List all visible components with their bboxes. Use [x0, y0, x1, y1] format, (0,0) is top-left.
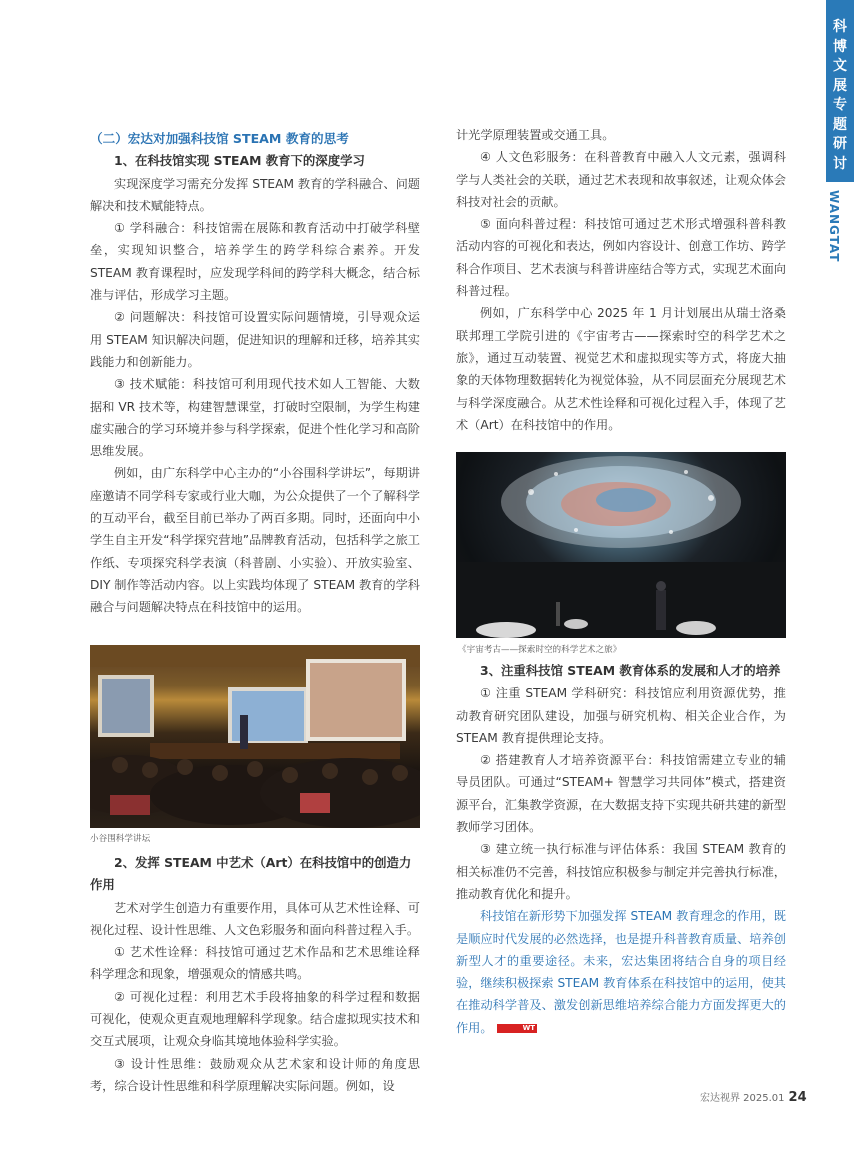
- tab-char: 题: [833, 116, 847, 133]
- paragraph: 艺术对学生创造力有重要作用，具体可从艺术性诠释、可视化过程、设计性思维、人文色彩服务和面向科普过程入手。: [90, 900, 420, 937]
- tab-char: 科: [833, 19, 847, 35]
- brand-label: [825, 190, 841, 263]
- magazine-issue: 宏达视界 2025.01: [700, 1093, 785, 1104]
- tab-char: 讨: [833, 155, 847, 172]
- section-heading: （二）宏达对加强科技馆 STEAM 教育的思考: [90, 131, 349, 146]
- paragraph: ⑤ 面向科普过程：科技馆可通过艺术形式增强科普科教活动内容的可视化和表达，例如内容设计、创意工作坊、跨学科合作项目、艺术表演与科普讲座结合等方式，实现艺术面向科普过程。: [456, 217, 786, 299]
- tab-char: 研: [833, 136, 847, 152]
- paragraph: ③ 建立统一执行标准与评估体系：我国 STEAM 教育的相关标准仍不完善，科技馆应积极参与制定并完善执行标准，推动教育优化和提升。: [456, 842, 786, 901]
- exhibition-photo: [456, 452, 786, 638]
- lecture-photo: [90, 645, 420, 828]
- tab-char: 专: [833, 97, 847, 113]
- paragraph: 例如，广东科学中心 2025 年 1 月计划展出从瑞士洛桑联邦理工学院引进的《宇宙考古——探索时空的科学艺术之旅》，通过互动装置、视觉艺术和虚拟现实等方式，将庞大抽象的天体物理数据转化为视觉体验，从不同层面充分展现艺术与科学深度融合。从艺术性诠释和可视化过程入手，体现了艺术（Art）在科技馆中的作用。: [456, 306, 786, 432]
- right-column-lower: [456, 660, 786, 1039]
- paragraph: ③ 设计性思维：鼓励观众从艺术家和设计师的角度思考，综合设计性思维和科学原理解决实际问题。例如，设: [90, 1056, 420, 1093]
- tab-char: 展: [833, 77, 847, 94]
- tab-char: 博: [833, 38, 847, 55]
- conclusion-text: 科技馆在新形势下加强发挥 STEAM 教育理念的作用，既是顺应时代发展的必然选择，也是提升科普教育质量、培养创新型人才的重要途径。未来，宏达集团将结合自身的项目经验，继续积极探索 STEAM 教育体系在科技馆中的运用，使其在推动科学普及、激发创新思维培养综合能力方面发挥更大的作用。: [456, 909, 786, 1035]
- left-column-lower: [90, 852, 420, 1097]
- paragraph: ③ 技术赋能：科技馆可利用现代技术如人工智能、大数据和 VR 技术等，构建智慧课堂，打破时空限制，为学生构建虚实融合的学习环境并参与科学探索，促进个性化学习和高阶思维发展。: [90, 377, 420, 459]
- paragraph: ① 学科融合：科技馆需在展陈和教育活动中打破学科壁垒，实现知识整合，培养学生的跨学科综合素养。开发 STEAM 教育课程时，应发现学科间的跨学科大概念，结合标准与评估，形成学习主题。: [90, 221, 420, 303]
- tab-char: 文: [833, 58, 847, 74]
- left-column: [90, 128, 420, 619]
- page-footer: [700, 1089, 807, 1105]
- conclusion-paragraph: [456, 905, 786, 1039]
- paragraph: ① 艺术性诠释：科技馆可通过艺术作品和艺术思维诠释科学理念和现象，增强观众的情感共鸣。: [90, 945, 420, 982]
- section-tab: [826, 0, 854, 182]
- paragraph: 例如，由广东科学中心主办的“小谷围科学讲坛”，每期讲座邀请不同学科专家或行业大咖，为公众提供了一个了解科学的互动平台，截至目前已举办了两百多期。同时，还面向中小学生自主开发“科学探究营地”品牌教育活动，包括科学之旅工作纸、专项探究科学表演（科普剧、小实验）、开放实验室、DIY 制作等活动内容。以上实践均体现了 STEAM 教育的学科融合与问题解决特点在科技馆中的运用。: [90, 466, 420, 615]
- page-number: 24: [788, 1090, 807, 1105]
- subheading-1: 1、在科技馆实现 STEAM 教育下的深度学习: [114, 153, 365, 169]
- subheading-2: 2、发挥 STEAM 中艺术（Art）在科技馆中的创造力作用: [90, 855, 412, 893]
- subheading-3: 3、注重科技馆 STEAM 教育体系的发展和人才的培养: [480, 663, 781, 678]
- brand-text: WANGTAT: [827, 190, 841, 263]
- lecture-illustration: [90, 645, 420, 828]
- end-mark: WT: [497, 1024, 538, 1033]
- photo-caption-left: 小谷围科学讲坛: [90, 834, 151, 844]
- paragraph: ② 问题解决：科技馆可设置实际问题情境，引导观众运用 STEAM 知识解决问题，促进知识的理解和迁移，培养其实践能力和创新能力。: [90, 310, 420, 369]
- right-column: [456, 124, 786, 436]
- paragraph: ② 可视化过程：利用艺术手段将抽象的科学过程和数据可视化，使观众更直观地理解科学现象。结合虚拟现实技术和交互式展项，让观众身临其境地体验科学实验。: [90, 989, 420, 1049]
- paragraph: 计光学原理装置或交通工具。: [456, 128, 615, 142]
- paragraph: ④ 人文色彩服务：在科普教育中融入人文元素，强调科学与人类社会的关联，通过艺术表现和故事叙述，让观众体会科技对社会的贡献。: [456, 150, 786, 209]
- dome-illustration: [456, 452, 786, 638]
- paragraph: ② 搭建教育人才培养资源平台：科技馆需建立专业的辅导员团队。可通过“STEAM+ 智慧学习共同体”模式，搭建资源平台，汇集教学资源，在大数据支持下实现共研共建的新型教师学习团体。: [456, 753, 786, 835]
- paragraph: ① 注重 STEAM 学科研究：科技馆应利用资源优势，推动教育研究团队建设，加强与研究机构、相关企业合作，为 STEAM 教育提供理论支持。: [456, 686, 786, 745]
- paragraph: 实现深度学习需充分发挥 STEAM 教育的学科融合、问题解决和技术赋能特点。: [90, 176, 420, 213]
- photo-caption-right: 《宇宙考古——探索时空的科学艺术之旅》: [458, 645, 622, 655]
